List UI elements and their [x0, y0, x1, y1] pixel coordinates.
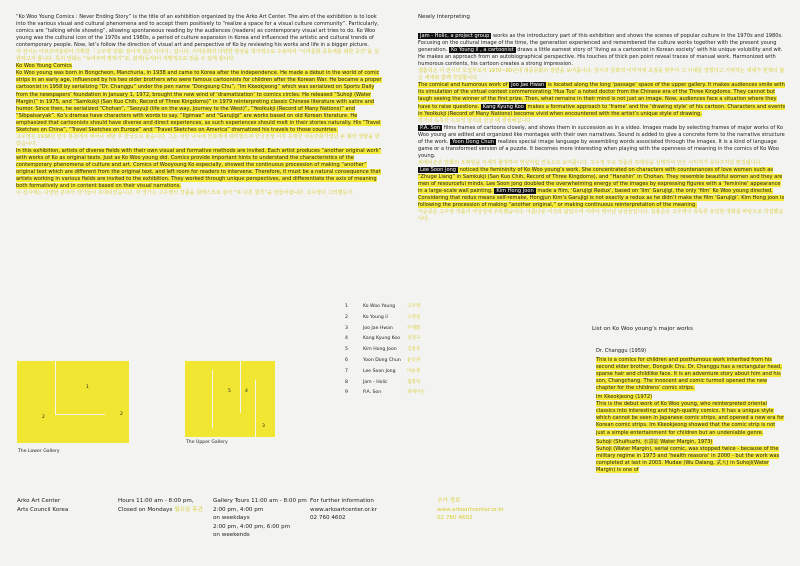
- intro-paragraph: “Ko Woo Young Comics : Never Ending Story” is the title of an exhibition organized by the Arko Art Center. The aim of the exhibition is to look into the various visual and cultural phenomena and to accept them positively to “realize a space for a visual culture community”. Particularly, comics are “talking while showing”, allowing spontaneous reading by the audiences (readers) as contemporary visual art tries to do. Ko Woo young was the cultural icon of the 1970s and 1980s, a period of culture expansion in Korea and influenced the artistic and cultural trends of contemporary people. Now, let’s follow the direction of visual art and perspective of Ko by reviewing his works and life in a bigger picture.: [16, 14, 379, 49]
- newly-p2-korean: 작가의 독특한 드로잉 양식과 만날 때 생생해집니다.: [418, 117, 533, 124]
- intro-korean: 이 전시는 아르코미술관이 기획한 「고우영 만화: 끝나지 않은 이야기」입니다. 시각문화의 다양한 현상을 적극적으로 수용하여 “시각문화 공동체를 위한 공간”을 실현하고자 합니다. 특히 만화는 “보여주며 말하기”로, 관객(독자)이 자발적으로 읽을 수 있게 합니다.: [16, 49, 379, 63]
- website-link[interactable]: www.arkoartcenter.or.kr: [310, 506, 377, 513]
- list-item: 4 Kang Kyung Koo 강경구: [345, 336, 421, 342]
- analysis-paragraph: In this exhibition, artists of diverse fields with their own visual and formative methods are invited. Each artist produces “another original work” with works of Ko as original texts. Just as Ko Woo young did. Comics provide important hints to understand the characteristics of the contemporary phenomena of culture and art. Comics of Wooyoung Ko especially, showed the continuous procession of making “another” original text which are different from the original text, and left room for readers to intervene. Therefore, it must be a natural consequence that artists working in various fields are invited to the exhibition. They worked through unique perspectives, and differentiate the axis of meaning both formatively and in content based on their visual narrations.: [16, 147, 382, 190]
- footer-hours: Hours 11:00 am - 8:00 pm, Closed on Mondays 월요일 휴관: [118, 498, 203, 513]
- work-entry-text: Suhoji (Water Margin), serial comic, was stopped twice - because of the military regime in 1973 and ‘health reasons’ in 2000 - but the work was completed at last in 2003. Mudae (Wu Dalang, 武大) in Suhoji(Water Margin) is one of: [596, 445, 780, 473]
- artist-tag-joo-jae-hwan: Joo Jae Hwan: [511, 82, 545, 89]
- work-entry-text: This is the debut work of Ko Woo young, who reinterpreted oriental classics into interesting and high-quality comics. It has a unique style which cannot be seen in Japanese comic strips, and opened a new era for Korean comic strips. Im Kkeokjeong showed that the comic strip is not just a simple entertainment for children but an undeniable genre.: [596, 401, 785, 436]
- list-item: 1 Ko Woo Young 고우영: [345, 304, 421, 309]
- list-item: 3 Joo Jae Hwan 주재환: [345, 325, 421, 331]
- newly-p2: The comical and humorous work of Joo Jae Hwan is located along the long ‘passage’ space of the upper gallery. It makes audiences smile with its simulation of the virtual contest commemorating ‘Hua Tuo’ a noted doctor from the Chinese era of the Three Kingdoms. They cannot but laugh seeing the winner of the first prize. Then, what remains in their mind is not just an image. Now, audiences face a situation where they have to raise questions. Kang Kyung Koo makes a formative approach to ‘frame’ and the ‘drawing style’ of his cartoon. Characters and events in Yeolkukji (Record of Many Nations) become vivid when encountered with the artist’s unique style of drawing.: [418, 82, 786, 117]
- lower-gallery-label: The Lower Gallery: [18, 449, 60, 454]
- bio-korean: 고우영은 1938년 만주 봉천에서 태어나 해방 후 한국으로 왔습니다. 그는 어린 나이에 만화계에 데뷔했으며 한국전쟁 이후 유명한 아동만화가였던 두 형의 영향을 받았습니다.: [16, 133, 380, 147]
- newly-p1-korean: 잼홀릭은 이 전시의 도입부로서 1970~80년대 대중문화의 장면을 보여줍니다. 당시의 문화적 이미지에 초점을 맞추어 그 시대를 경험하고 기억하는 세대가 현재의 젊은 세대와 함께 작업합니다.: [418, 68, 785, 82]
- artist-tag-ko-young-il: Ko Young il , a cartoonist: [450, 47, 514, 54]
- lower-gallery-area-1: 1: [86, 385, 89, 390]
- upper-gallery-area-5: 5: [228, 389, 231, 394]
- work-entry-head: Suhoji (Shuihuzhi, 水滸誌 Water Margin, 1973): [596, 438, 713, 445]
- footer-info-korean: 추가 정보 www.arkoartcenter.or.kr 02 760 4602: [437, 498, 504, 522]
- artist-tag-pa-son: P.A. Son: [420, 124, 441, 131]
- website-link-korean[interactable]: www.arkoartcenter.or.kr: [437, 506, 504, 513]
- lower-gallery-area-2a: 2: [42, 415, 45, 420]
- bio-title: Ko Woo Young Comics: [16, 63, 72, 70]
- major-works-title: List on Ko Woo young’s major works: [592, 326, 693, 332]
- upper-gallery-area-3: 3: [262, 424, 265, 429]
- artist-tag-yoon-dong-chun: Yoon Dong Chun: [452, 138, 494, 145]
- upper-gallery-area-4: 4: [245, 389, 248, 394]
- work-entry-head: Im Kkeokjeong (1972): [596, 394, 653, 401]
- bio-paragraph: Ko Woo young was born in Bongcheon, Manchuria, in 1938 and came to Korea after the independence. He made a debut in the world of comic strips in an early age, influenced by his two older brothers who were famous cartoonists for children after the Korean War. He became a proper cartoonist in 1958 by serializing “Dr. Changgu” under the pen name “Dongsung Chu”, “Im Kkeokjeong” which was serialized on Sports Daily from the newspapers’ foundation in January 1, 1972, brought the new wind of ‘dramatization’ to comics circles. He released “Suhoji (Water Margin)” in 1975, and “Samkukji (San Kuo Chih, Record of Three Kingdoms)” in 1979 reinterpreting classic Chinese literature with satire and humor. Since then, he serialized “Chohan”, “Seoyuji (life on the way, Journey to the West)”, “Yeolkukji (Record of Many Nations)” and “Sibpalsaryak”. Ko’s dramas have characters with words to say. “Ilgimae” and “Garujigi” are works based on old Korean literature. He emphasized that cartoonists should have diverse and direct experiences, as such experiences should melt in their stories naturally. His “Travel Sketches on China”, “Travel Sketches on Europe” and “Travel Sketches on America” dramatized his travels to those countries.: [16, 70, 382, 133]
- artist-list: [345, 302, 425, 399]
- left-column: [16, 14, 382, 197]
- newly-p4: Lee Soon Jong noticed the femininity of Ko Woo young’s work. She concentrated on characters with countenances of love women such as “Zhuge Liang” in Samkukji (San Kuo Chih, Record of Three Kingdoms), and “Hanshin” in Chohan. They resemble beautiful women and they are men of resourceful minds. Lee Soon jong doubled the overwhelming energy of the images by expressing figures with a ‘feminine’ appearance in a large-scale wall painting. Kim Hong Joon made a film, ‘Garujigi Redux’, based on ‘Ilm’ Garujigi, the only ‘film’ Ko Woo young directed. Considering that redux means self-remake, Hongjun Kim’s Garujigi is not exactly a redux as he didn’t make the film ‘Garujigi’. Kim Hong joon is following the procession of making “another original,” or making continuous reinterpretation of the meaning.: [418, 166, 785, 209]
- work-entry-text: This is a comics for children and posthumous work inherited from his second elder brother, Dongsik Chu. Dr. Changgu has a rectangular head, sparse hair and childlike face. It is an adventure story about him and his son, Changchang. The innocent and comic turmoil opened the new chapter for the childrens’ comic strips.: [596, 357, 782, 392]
- list-item: 7 Lee Soon Jong 이순종: [345, 368, 421, 374]
- upper-gallery-label: The Upper Gallery: [186, 440, 228, 445]
- analysis-korean: 이 전시에는 다양한 분야의 작가들이 초대되었습니다. 각 작가는 고우영의 작품을 원텍스트로 삼아 “또 다른 원작”을 만들어냅니다. 고우영이 그러했듯이.: [16, 190, 354, 197]
- work-entry-head: Dr. Changgu (1959): [596, 348, 647, 354]
- list-item: 6 Yoon Dong Chun 윤동천: [345, 357, 421, 363]
- list-item: 2 Ko Young il 고영일: [345, 314, 421, 320]
- right-column: [418, 14, 786, 223]
- artist-tag-kim-hong-joon: Kim Hong Joon: [496, 188, 534, 195]
- newly-p4-korean: 이순종은 고우영 작품의 여성성에 주목했습니다. 아름다운 여성과 닮았으며 지략이 뛰어난 남성들입니다. 김홍준은 고우영이 감독한 유일한 영화를 바탕으로 작업했습니다.: [418, 209, 784, 223]
- list-item: 9 P.A. Son 피에이손: [345, 390, 425, 396]
- footer-center: Arko Art Center Arts Council Korea: [17, 498, 69, 513]
- footer-tours: Gallery Tours 11:00 am - 8:00 pm 2:00 pm, 4:00 pm on weekdays 2:00 pm, 4:00 pm, 6:00 pm on weekends: [213, 498, 307, 539]
- major-works-column: [596, 348, 786, 474]
- artist-tag-lee-soon-jong: Lee Soon Jong: [420, 166, 457, 173]
- artist-tag-kang-kyung-koo: Kang Kyung Koo: [482, 103, 524, 110]
- list-item: 5 Kim Hong Joon 김홍준: [345, 347, 421, 353]
- list-item: 8 Jam - Holic 잼홀릭: [345, 379, 421, 385]
- footer-info: For further information www.arkoartcenter.or.kr 02 760 4602: [310, 498, 377, 522]
- artist-tag-jam-holic: Jam - Holic, a project group: [420, 33, 490, 40]
- newly-p3-korean: 피에이손은 만화의 프레임을 자세히 촬영하여 영상처럼 연속으로 보여줍니다. 고우영 주요 작품의 프레임을 선택하여 만든 이미지가 몽타주처럼 편집됩니다.: [418, 159, 763, 166]
- newly-p1: Jam - Holic, a project group works as the introductory part of this exhibition and shows the scenes of popular culture in the 1970s and 1980s. Focusing on the cultural image of the time, the generation experienced and remembered the culture works together with the present young generation. Ko Young il , a cartoonist draws a little earnest story of ‘living as a cartoonist in Korean society’ with his unique volubility and wit. He makes an approach from an autobiographical perspective. His touches of thick pen point reveal traces of manual work. Harmonized with humorous contents, his cartoon creates a strong impression.: [418, 33, 783, 68]
- lower-gallery-area-2b: 2: [120, 412, 123, 417]
- newly-p3: P.A. Son films frames of cartoons closely, and shows them in succession as in a video. Images made by selecting frames of major works of Ko Woo young are edited and organized like montages with their own narratives. Sound is added to give a concrete form to the narrative structure of the work. Yoon Dong Chun realizes special image language by assembling words associated through the images. It is a kind of language game or a transformed version of a puzzle. It becomes more interesting when playing with the openness of meaning in the comics of Ko Woo young.: [418, 124, 785, 159]
- section-heading: Newly Interpreting: [418, 14, 470, 20]
- lower-gallery-floor: [17, 361, 129, 443]
